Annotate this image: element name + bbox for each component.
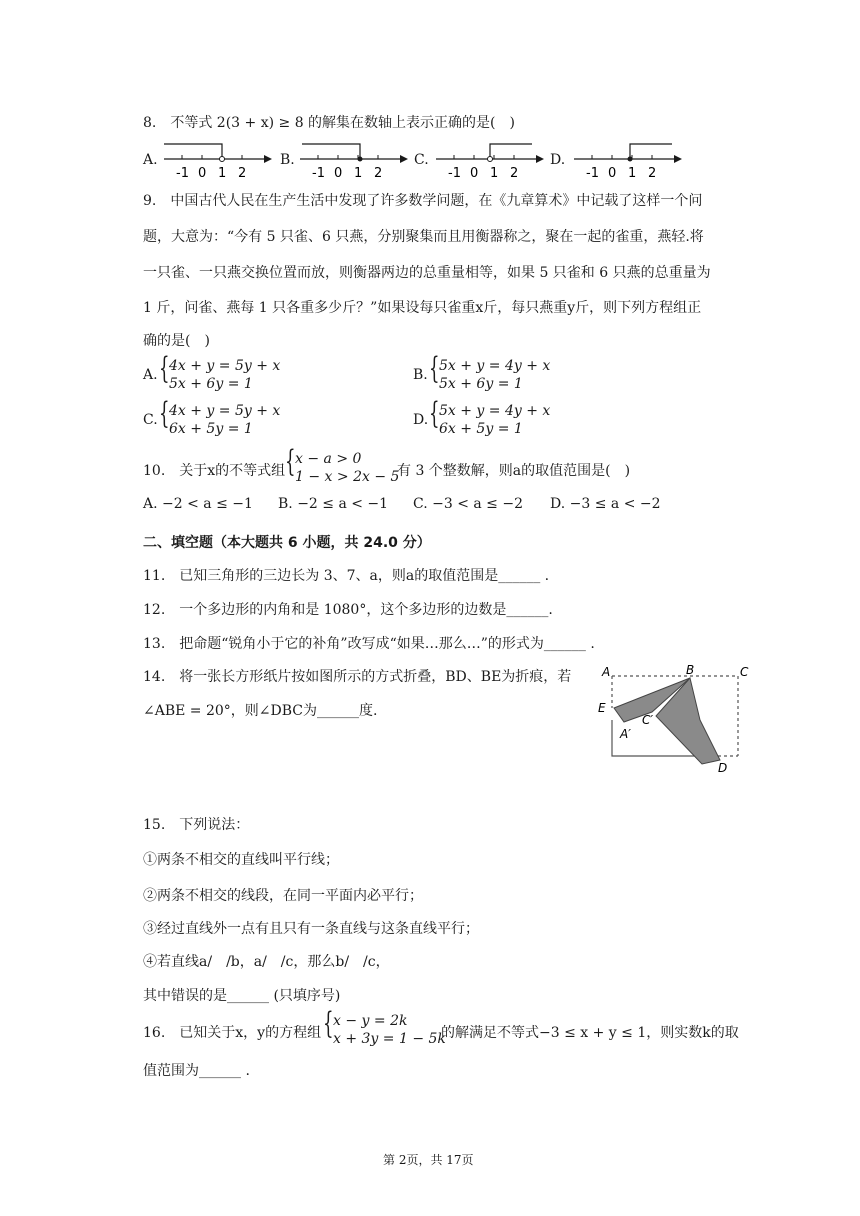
q16-stem: 16. 已知关于x，y的方程组 { x − y = 2k x + 3y = 1 − 5k 的解满足不等式−3 ≤ x + y ≤ 1，则实数k的取	[143, 1006, 739, 1047]
tick: -1	[448, 166, 461, 181]
tick: 0	[608, 166, 617, 181]
tick: 2	[374, 166, 383, 181]
tick: 2	[238, 166, 247, 181]
tick: -1	[176, 166, 189, 181]
q8-numberline-c	[432, 138, 550, 182]
fig-label: C′	[642, 713, 654, 727]
q9-option-d-eq2: 6x + 5y = 1	[439, 421, 523, 437]
tick: 0	[198, 166, 207, 181]
q14-folding-figure	[592, 660, 762, 780]
q9-option-c-eq2: 6x + 5y = 1	[169, 421, 253, 437]
q10-option-a: A. −2 < a ≤ −1	[143, 496, 253, 512]
q9-option-a-eq1: 4x + y = 5y + x	[169, 358, 281, 374]
fig-label: A′	[620, 727, 631, 741]
q9-option-b-eq1: 5x + y = 4y + x	[439, 358, 551, 374]
q11: 11. 已知三角形的三边长为 3、7、a，则a的取值范围是______ .	[143, 568, 550, 584]
q9-line-5: 确的是( )	[143, 333, 210, 349]
tick: -1	[586, 166, 599, 181]
q8-numberline-a	[160, 138, 278, 182]
q15-tail: 其中错误的是______ (只填序号)	[143, 988, 341, 1004]
tick: 2	[510, 166, 519, 181]
tick: 1	[628, 166, 637, 181]
q10-option-d: D. −3 ≤ a < −2	[550, 496, 661, 512]
q9-option-b-eq2: 5x + 6y = 1	[439, 376, 523, 392]
q14-line-2: ∠ABE = 20°，则∠DBC为______度.	[143, 703, 378, 719]
q9-line-3: 一只雀、一只燕交换位置而放，则衡器两边的总重量相等，如果 5 只雀和 6 只燕的总重量为	[143, 265, 711, 281]
q10-suffix: 有 3 个整数解，则a的取值范围是( )	[397, 463, 631, 479]
q10-option-b: B. −2 ≤ a < −1	[278, 496, 389, 512]
q10-prefix: 10. 关于x的不等式组	[143, 463, 286, 479]
q9-option-a-label: A.	[143, 367, 158, 383]
q15-item-3: ③经过直线外一点有且只有一条直线与这条直线平行；	[143, 921, 479, 937]
tick: 1	[354, 166, 363, 181]
q10-eq1: x − a > 0	[295, 451, 362, 467]
q14-line-1: 14. 将一张长方形纸片按如图所示的方式折叠，BD、BE为折痕，若	[143, 669, 572, 685]
q9-line-2: 题，大意为：“今有 5 只雀、6 只燕，分别聚集而且用衡器称之，聚在一起的雀重，燕轻.将	[143, 229, 704, 245]
q16-suffix: 的解满足不等式−3 ≤ x + y ≤ 1，则实数k的取	[441, 1025, 739, 1041]
q9-option-d-eq1: 5x + y = 4y + x	[439, 403, 551, 419]
tick: -1	[312, 166, 325, 181]
q15-item-1: ①两条不相交的直线叫平行线；	[143, 852, 339, 868]
q8-option-b-label: B.	[280, 152, 295, 168]
q12: 12. 一个多边形的内角和是 1080°，这个多边形的边数是______.	[143, 602, 553, 618]
q10-option-c: C. −3 < a ≤ −2	[413, 496, 523, 512]
q8-numberline-b	[296, 138, 414, 182]
q8-option-c-label: C.	[414, 152, 429, 168]
q8-numberline-d	[570, 138, 688, 182]
q16-line-2: 值范围为______ .	[143, 1063, 250, 1079]
tick: 1	[218, 166, 227, 181]
fig-label: C	[740, 665, 749, 679]
tick: 1	[490, 166, 499, 181]
tick: 0	[334, 166, 343, 181]
q10-eq2: 1 − x > 2x − 5	[295, 469, 400, 485]
q15-item-4: ④若直线a/ /b，a/ /c，那么b/ /c，	[143, 954, 390, 970]
q8-option-d-label: D.	[550, 152, 566, 168]
q9-option-c-label: C.	[143, 412, 158, 428]
q16-eq1: x − y = 2k	[333, 1013, 408, 1029]
q9-line-1: 9. 中国古代人民在生产生活中发现了许多数学问题，在《九章算术》中记载了这样一个问	[143, 193, 703, 209]
q9-option-d-label: D.	[413, 412, 429, 428]
q16-eq2: x + 3y = 1 − 5k	[333, 1031, 446, 1047]
q15-item-2: ②两条不相交的线段，在同一平面内必平行；	[143, 888, 423, 904]
q10-stem: 10. 关于x的不等式组 { x − a > 0 1 − x > 2x − 5 有 3 个整数解，则a的取值范围是( )	[143, 444, 631, 485]
tick: 2	[648, 166, 657, 181]
q9-option-c: C. { 4x + y = 5y + x 6x + 5y = 1	[143, 396, 281, 437]
tick: 0	[470, 166, 479, 181]
page-footer: 第 2页，共 17页	[383, 1153, 474, 1167]
q8-stem: 8. 不等式 2(3 + x) ≥ 8 的解集在数轴上表示正确的是( )	[143, 115, 515, 131]
fig-label: E	[598, 701, 606, 715]
q9-option-d: D. { 5x + y = 4y + x 6x + 5y = 1	[413, 396, 551, 437]
q16-prefix: 16. 已知关于x，y的方程组	[143, 1025, 322, 1041]
q9-option-a-eq2: 5x + 6y = 1	[169, 376, 253, 392]
fig-label: B	[686, 663, 695, 677]
q15-stem: 15. 下列说法：	[143, 817, 250, 833]
q9-line-4: 1 斤，问雀、燕每 1 只各重多少斤？”如果设每只雀重x斤，每只燕重y斤，则下列方程组正	[143, 300, 702, 316]
q9-option-c-eq1: 4x + y = 5y + x	[169, 403, 281, 419]
fig-label: A	[602, 665, 611, 679]
section-heading: 二、填空题（本大题共 6 小题，共 24.0 分）	[143, 535, 431, 551]
q9-option-a: A. { 4x + y = 5y + x 5x + 6y = 1	[143, 351, 281, 392]
q9-option-b: B. { 5x + y = 4y + x 5x + 6y = 1	[413, 351, 551, 392]
q8-option-a-label: A.	[143, 152, 158, 168]
q13: 13. 把命题“锐角小于它的补角”改写成“如果…那么…”的形式为______ .	[143, 636, 595, 652]
fig-label: D	[718, 761, 728, 775]
q9-option-b-label: B.	[413, 367, 428, 383]
